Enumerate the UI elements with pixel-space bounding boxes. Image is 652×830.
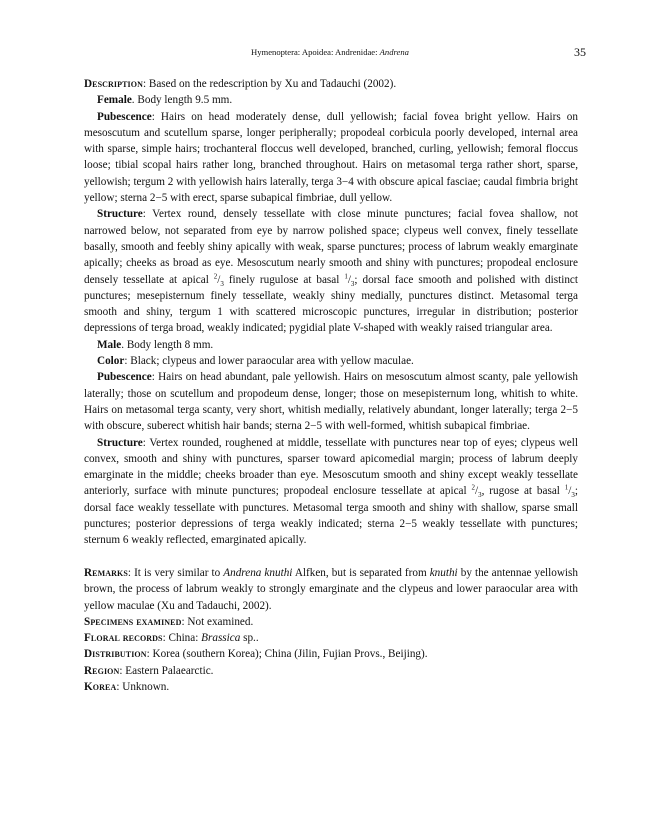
male-fraction-1-numerator: 2 <box>471 483 475 492</box>
korea-heading: Korea <box>84 680 117 693</box>
female-fraction-2-numerator: 1 <box>344 271 348 280</box>
female-structure-text-2: finely rugulose at basal <box>223 273 345 286</box>
running-head-genus: Andrena <box>379 47 409 57</box>
remarks-heading: Remarks <box>84 566 128 579</box>
female-structure-text-1: : Vertex round, densely tessellate with close minute punctures; facial fovea shallow, not narrowed below, not separated from eye by narrow polished space; clypeus well convex, finely tessellate basally, smooth and feebly shiny apically with weak, sparse punctures; process of labrum weakly emarginate apically; cheeks as broad as eye. Mesoscutum nearly smooth and shiny with punctures; propodeal enclosure densely tessellate at apical <box>84 208 578 286</box>
floral-plant: Brassica <box>201 632 241 645</box>
distribution-heading: Distribution <box>84 648 147 661</box>
female-fraction-1-denominator: 3 <box>220 279 224 288</box>
remarks-paragraph <box>84 565 578 614</box>
female-structure-paragraph: Structure: Vertex round, densely tessellate with close minute punctures; facial fovea shallow, not narrowed below, not separated from eye by narrow polished space; clypeus well convex, finely tessellate basally, smooth and feebly shiny apically with weak, sparse punctures; process of labrum weakly emarginate apically; cheeks as broad as eye. Mesoscutum nearly smooth and shiny with punctures; propodeal enclosure densely tessellate at apical $^2/_3$ finely rugulose at basal $^1/_3$; dorsal face smooth and polished with distinct punctures; mesepisternum finely tessellate, weakly shiny medially, punctures distinct. Metasomal terga smooth and shiny, tergum 1 with scattered microscopic punctures, irregular in distribution; posterior depressions of terga broad, weakly indicated; pygidial plate V-shaped with weakly raised triangular area. <box>84 208 578 335</box>
specimens-paragraph <box>84 614 578 630</box>
male-structure-text-1: : Vertex rounded, roughened at middle, tessellate with punctures near top of eyes; clypeus well convex, smooth and shiny with punctures, sparser toward apicomedial margin; process of labrum deeply emarginate in the middle; cheeks broader than eye. Mesoscutum smooth and shiny except weakly tessellate anteriorly, surface with minute punctures; propodeal enclosure tessellate at apical <box>84 436 578 498</box>
male-pubescence-heading: Pubescence <box>97 371 152 384</box>
male-color-text: : Black; clypeus and lower paraocular area with yellow maculae. <box>124 355 414 368</box>
male-text: . Body length 8 mm. <box>121 338 214 351</box>
specimens-heading: Specimens examined <box>84 615 182 628</box>
female-fraction-2-denominator: 3 <box>350 279 355 288</box>
male-pubescence-text: : Hairs on head abundant, pale yellowish. Hairs on mesoscutum almost scanty, pale yellowish laterally; those on scutellum and propodeum dense, longer; those on mesepisternum long, whitish to white. Hairs on metasomal terga scanty, very short, whitish medially, relatively abundant, longer laterally; terga 2−5 with obscure, suberect whitish hair bands; sterna 2−5 with well-formed, whitish subapical fimbriae. <box>84 371 578 433</box>
remarks-species-2: knuthi <box>429 566 458 579</box>
male-structure-text-2: , rugose at basal <box>481 485 565 498</box>
remarks-text-2: Alfken, but is separated from <box>292 566 430 579</box>
description-paragraph <box>84 76 578 92</box>
description-heading: Description <box>84 78 143 90</box>
korea-paragraph <box>84 679 578 695</box>
specimens-text: : Not examined. <box>181 615 254 628</box>
korea-text: : Unknown. <box>116 680 170 693</box>
remarks-species-1: Andrena knuthi <box>223 566 293 579</box>
remarks-text-3: by the antennae yellowish brown, the process of labrum weakly to strongly emarginate and the clypeus and lower paraocular area with yellow maculae (Xu and Tadauchi, 2002). <box>84 566 578 612</box>
description-text: : Based on the redescription by Xu and Tadauchi (2002). <box>142 78 397 90</box>
region-text: : Eastern Palaearctic. <box>119 664 214 677</box>
male-color-paragraph <box>84 353 578 369</box>
female-paragraph <box>84 92 578 108</box>
male-fraction-2-denominator: 3 <box>571 491 575 500</box>
floral-paragraph <box>84 630 578 646</box>
female-pubescence-paragraph <box>84 109 578 207</box>
female-text: . Body length 9.5 mm. <box>131 94 233 107</box>
male-paragraph <box>84 337 578 353</box>
distribution-paragraph <box>84 646 578 662</box>
male-structure-heading: Structure <box>97 436 143 449</box>
region-heading: Region <box>84 664 120 677</box>
distribution-text: : Korea (southern Korea); China (Jilin, Fujian Provs., Beijing). <box>146 648 428 661</box>
floral-heading: Floral records <box>84 632 163 645</box>
male-fraction-1-denominator: 3 <box>478 491 482 500</box>
region-paragraph <box>84 663 578 679</box>
page-number: 35 <box>574 45 586 59</box>
female-structure-text-3: ; dorsal face smooth and polished with distinct punctures; mesepisternum finely tessellate, weakly shiny medially, punctures distinct. Metasomal terga smooth and shiny, tergum 1 with scattered microscopic punctures, irregular in distribution; posterior depressions of terga broad, weakly indicated; pygidial plate V-shaped with weakly raised triangular area. <box>84 273 578 335</box>
female-pubescence-heading: Pubescence <box>97 110 152 123</box>
species-account <box>84 76 578 695</box>
remarks-text-1: : It is very similar to <box>127 566 224 579</box>
running-head-prefix: Hymenoptera: Apoidea: Andrenidae: <box>251 47 380 57</box>
male-structure-paragraph: Structure: Vertex rounded, roughened at middle, tessellate with punctures near top of eyes; clypeus well convex, smooth and shiny with punctures, sparser toward apicomedial margin; process of labrum deeply emarginate in the middle; cheeks broader than eye. Mesoscutum smooth and shiny except weakly tessellate anteriorly, surface with minute punctures; propodeal enclosure tessellate at apical $^2/_3$, rugose at basal $^1/_3$; dorsal face weakly tessellate with punctures. Metasomal terga smooth and shiny with shallow, sparse small punctures; posterior depressions of terga weakly indicated; sterna 2−5 weakly tessellate with punctures; sternum 6 weakly reflected, emarginated apically. <box>84 436 578 547</box>
floral-text-2: sp.. <box>240 632 259 645</box>
floral-text-1: : China: <box>162 632 202 645</box>
male-color-heading: Color <box>97 355 125 368</box>
female-fraction-1-numerator: 2 <box>213 271 218 280</box>
male-fraction-2-numerator: 1 <box>564 483 569 492</box>
female-heading: Female <box>97 94 132 107</box>
female-pubescence-text: : Hairs on head moderately dense, dull yellowish; facial fovea bright yellow. Hairs on mesoscutum and scutellum sparse, longer peripherally; propodeal corbicula poorly developed, internal area with sparse, simple hairs; trochanteral floccus well developed, branched, curling, yellowish; femoral floccus loose; tibial scopal hairs rather long, branched throughout. Hairs on metasomal terga rather short, sparse, yellowish; tergum 2 with yellowish hairs laterally, terga 3−4 with obscure apical fasciae; caudal fimbria bright yellow; sterna 2−5 with erect, sparse subapical fimbriae, dull yellow. <box>84 110 578 205</box>
female-structure-heading: Structure <box>97 208 143 221</box>
male-pubescence-paragraph <box>84 369 578 434</box>
male-structure-text-3: ; dorsal face weakly tessellate with punctures. Metasomal terga smooth and shiny with shallow, sparse small punctures; posterior depressions of terga weakly indicated; sterna 2−5 weakly tessellate with punctures; sternum 6 weakly reflected, emarginated apically. <box>84 485 578 547</box>
male-heading: Male <box>97 338 122 351</box>
running-head <box>200 47 460 57</box>
